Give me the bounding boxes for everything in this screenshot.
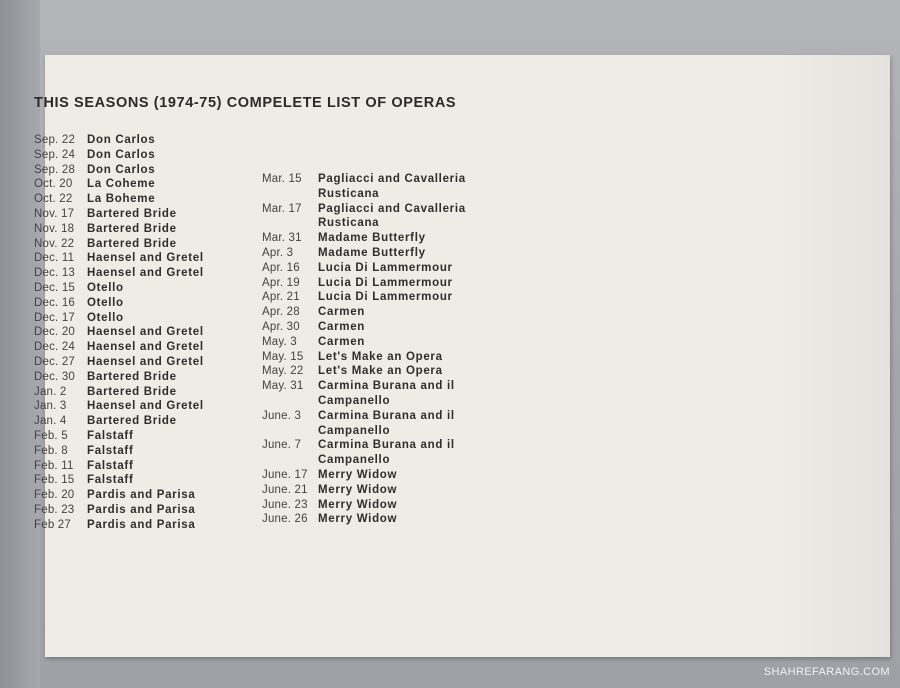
date: Oct. 22 [34,193,73,206]
opera-title: Merry Widow [318,468,398,481]
list-item [262,290,498,305]
opera-title: Carmen [318,320,366,333]
opera-title: Carmina Burana and il Campanello [318,439,455,467]
opera-title: Haensel and Gretel [87,252,204,265]
list-item [34,414,204,429]
date: June. 7 [262,439,302,452]
date: May. 15 [262,350,304,363]
date: May. 22 [262,365,304,378]
date: Dec. 27 [34,355,76,368]
list-item [34,399,204,414]
opera-title: Bartered Bride [87,207,177,220]
date: Apr. 30 [262,320,300,333]
opera-title: Falstaff [87,474,134,487]
date: Apr. 28 [262,306,300,319]
list-item [34,177,204,192]
date: Dec. 30 [34,370,76,383]
date: Dec. 24 [34,341,76,354]
date: Apr. 3 [262,246,294,259]
list-item [34,370,204,385]
opera-title: Haensel and Gretel [87,400,204,413]
list-item [262,202,498,232]
opera-title: Madame Butterfly [318,232,426,245]
date: Dec. 15 [34,281,76,294]
list-item [34,340,204,355]
opera-title: Pardis and Parisa [87,503,196,516]
date: Sep. 22 [34,134,76,146]
date: Nov. 18 [34,222,75,235]
opera-title: Haensel and Gretel [87,341,204,354]
opera-title: Bartered Bride [87,415,177,428]
date: Sep. 28 [34,163,76,176]
opera-title: Don Carlos [87,134,156,146]
date: Mar. 17 [262,202,302,215]
date: Feb. 15 [34,474,75,487]
list-item [34,296,204,311]
list-item [34,444,204,459]
opera-title: Otello [87,311,124,324]
date: Apr. 16 [262,261,300,274]
date: Oct. 20 [34,178,73,191]
list-item [262,276,498,291]
list-item [262,261,498,276]
list-item [262,483,498,498]
date: June. 26 [262,513,308,526]
opera-title: Lucia Di Lammermour [318,276,453,289]
opera-title: Bartered Bride [87,370,177,383]
list-item [262,468,498,483]
list-item [262,172,498,202]
opera-title: Merry Widow [318,498,398,511]
opera-title: Carmina Burana and il Campanello [318,380,455,407]
list-item [34,207,204,222]
date: Jan. 3 [34,400,67,413]
opera-title: Falstaff [87,429,134,442]
list-item [34,222,204,237]
opera-title: Haensel and Gretel [87,355,204,368]
list-item [262,512,498,527]
opera-title: Haensel and Gretel [87,326,204,339]
list-item [34,311,204,326]
list-item [34,163,204,178]
opera-title: Otello [87,296,124,309]
list-item [34,237,204,252]
opera-title: Otello [87,281,124,294]
date: Feb 27 [34,518,72,531]
list-item [262,305,498,320]
opera-title: Let's Make an Opera [318,350,443,363]
opera-title: Don Carlos [87,163,156,176]
opera-title: Lucia Di Lammermour [318,261,453,274]
opera-title: Bartered Bride [87,222,177,235]
date: Mar. 31 [262,232,302,245]
opera-title: Carmina Burana and il Campanello [318,409,455,437]
opera-title: Carmen [318,335,366,348]
list-item [262,498,498,513]
opera-title: Merry Widow [318,483,398,496]
opera-title: Pagliacci and Cavalleria Rusticana [318,202,466,230]
list-item [34,459,204,474]
date: Feb. 11 [34,459,74,472]
date: Apr. 19 [262,276,300,289]
date: May. 3 [262,335,297,348]
date: June. 21 [262,483,308,496]
opera-title: La Boheme [87,193,156,206]
date: Mar. 15 [262,173,302,185]
list-item [34,281,204,296]
date: Dec. 11 [34,252,75,265]
list-item [34,518,204,533]
list-item [34,385,204,400]
list-item [262,231,498,246]
date: May. 31 [262,380,304,393]
opera-title: Falstaff [87,459,134,472]
date: Feb. 5 [34,429,68,442]
opera-title: Bartered Bride [87,385,177,398]
list-item [34,325,204,340]
opera-title: Lucia Di Lammermour [318,291,453,304]
opera-title: Falstaff [87,444,134,457]
list-item [262,409,498,439]
list-item [34,355,204,370]
date: Jan. 2 [34,385,67,398]
date: Feb. 23 [34,503,75,516]
opera-title: Don Carlos [87,148,156,161]
opera-title: Haensel and Gretel [87,267,204,280]
list-item [262,379,498,409]
list-item [34,266,204,281]
list-item [34,488,204,503]
opera-title: Pardis and Parisa [87,489,196,502]
list-item [34,133,204,148]
opera-title: Madame Butterfly [318,246,426,259]
list-item [262,335,498,350]
date: Feb. 8 [34,444,68,457]
opera-title: Merry Widow [318,513,398,526]
page-shading [770,55,890,657]
date: Jan. 4 [34,415,67,428]
list-item [262,320,498,335]
list-item [34,148,204,163]
opera-title: Carmen [318,306,366,319]
date: Nov. 22 [34,237,75,250]
list-item [262,350,498,365]
date: June. 23 [262,498,308,511]
list-item [34,192,204,207]
list-item [34,473,204,488]
opera-title: Bartered Bride [87,237,177,250]
date: June. 17 [262,468,308,481]
date: Dec. 16 [34,296,76,309]
date: Dec. 17 [34,311,76,324]
date: Dec. 20 [34,326,76,339]
list-item [34,503,204,518]
opera-title: La Coheme [87,178,156,191]
list-item [262,438,498,468]
date: Feb. 20 [34,489,75,502]
opera-title: Let's Make an Opera [318,365,443,378]
opera-title: Pardis and Parisa [87,518,196,531]
opera-list-right [262,172,498,527]
date: Nov. 17 [34,207,75,220]
list-item [262,246,498,261]
date: Sep. 24 [34,148,76,161]
list-item [262,364,498,379]
date: June. 3 [262,409,302,422]
list-item [34,251,204,266]
opera-list-left [34,133,204,533]
watermark: SHAHREFARANG.COM [763,666,890,678]
list-item [34,429,204,444]
date: Dec. 13 [34,267,76,280]
opera-title: Pagliacci and Cavalleria Rusticana [318,173,466,200]
page-title: THIS SEASONS (1974-75) COMPELETE LIST OF OPERAS [34,95,457,111]
date: Apr. 21 [262,291,300,304]
